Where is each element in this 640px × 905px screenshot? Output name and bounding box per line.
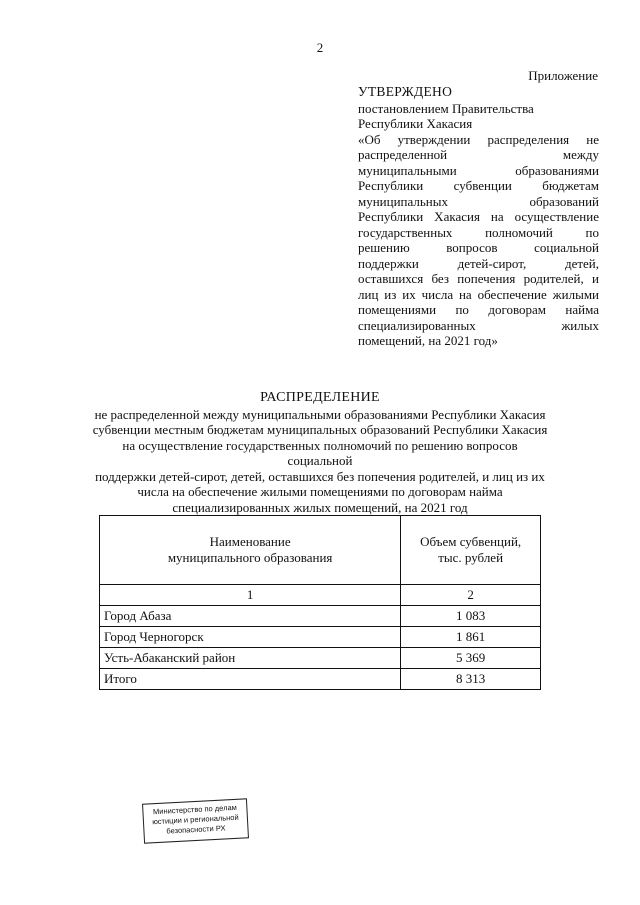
municipality-name: Город Черногорск — [100, 627, 401, 648]
column-header-municipality — [100, 516, 401, 585]
approval-line: лиц из их числа на обеспечение жилыми — [358, 286, 599, 302]
title-line: субвенции местным бюджетам муниципальных образований Республики Хакасия — [92, 422, 548, 437]
column-number: 1 — [100, 585, 401, 606]
approval-line: «Об утверждении распределения не — [358, 131, 599, 147]
subvention-amount: 5 369 — [401, 648, 541, 669]
appendix-label: Приложение — [528, 68, 598, 83]
title-line: на осуществление государственных полномочий по решению вопросов социальной — [122, 437, 518, 468]
table-header-row — [100, 516, 541, 585]
approval-line: муниципальных образований — [358, 193, 599, 209]
distribution-title — [90, 390, 550, 515]
subvention-amount: 1 083 — [401, 606, 541, 627]
header-text: Наименование — [209, 534, 291, 549]
approval-line: решению вопросов социальной — [358, 240, 599, 255]
header-text: муниципального образования — [167, 550, 333, 565]
distribution-heading: РАСПРЕДЕЛЕНИЕ — [260, 390, 380, 405]
column-header-amount — [401, 516, 541, 585]
table-row — [100, 627, 541, 648]
stamp-line: Министерство по делам — [152, 802, 238, 817]
table-row — [100, 606, 541, 627]
approval-line: оставшихся без попечения родителей, и — [358, 271, 599, 286]
title-line: специализированных жилых помещений, на 2021 год — [172, 499, 468, 515]
total-amount: 8 313 — [401, 669, 541, 690]
title-line: числа на обеспечение жилыми помещениями по договорам найма — [137, 484, 503, 499]
header-text: Объем субвенций, — [420, 534, 522, 549]
approved-heading: УТВЕРЖДЕНО — [358, 84, 453, 99]
approval-line: Республики Хакасия на осуществление — [358, 209, 599, 224]
municipality-name: Усть-Абаканский район — [100, 648, 401, 669]
page-number: 2 — [316, 40, 324, 55]
column-number: 2 — [401, 585, 541, 606]
approval-line: специализированных жилых — [358, 317, 599, 333]
header-text: тыс. рублей — [438, 550, 504, 565]
ministry-stamp — [142, 798, 249, 843]
subvention-amount: 1 861 — [401, 627, 541, 648]
approval-line: муниципальными образованиями — [358, 162, 599, 178]
table-row — [100, 648, 541, 669]
approval-line: государственных полномочий по — [358, 224, 599, 240]
approval-block — [358, 84, 599, 349]
stamp-line: юстиции и региональной — [151, 812, 239, 827]
title-line: поддержки детей-сирот, детей, оставшихся без попечения родителей, и лиц из их — [95, 468, 545, 484]
municipality-name: Город Абаза — [100, 606, 401, 627]
approval-line: поддержки детей-сирот, детей, — [358, 255, 599, 271]
total-label: Итого — [100, 669, 401, 690]
stamp-line: безопасности РХ — [166, 823, 226, 836]
approval-line: Республики субвенции бюджетам — [358, 178, 599, 193]
distribution-table — [99, 515, 541, 690]
column-number-row — [100, 585, 541, 606]
approval-line: распределенной между — [358, 147, 599, 162]
approval-line: постановлением Правительства — [358, 100, 534, 116]
approval-line: помещений, на 2021 год» — [358, 333, 498, 348]
approval-line: помещениями по договорам найма — [358, 302, 599, 317]
approval-line: Республики Хакасия — [358, 116, 473, 131]
title-line: не распределенной между муниципальными образованиями Республики Хакасия — [94, 406, 546, 422]
table-row-total — [100, 669, 541, 690]
